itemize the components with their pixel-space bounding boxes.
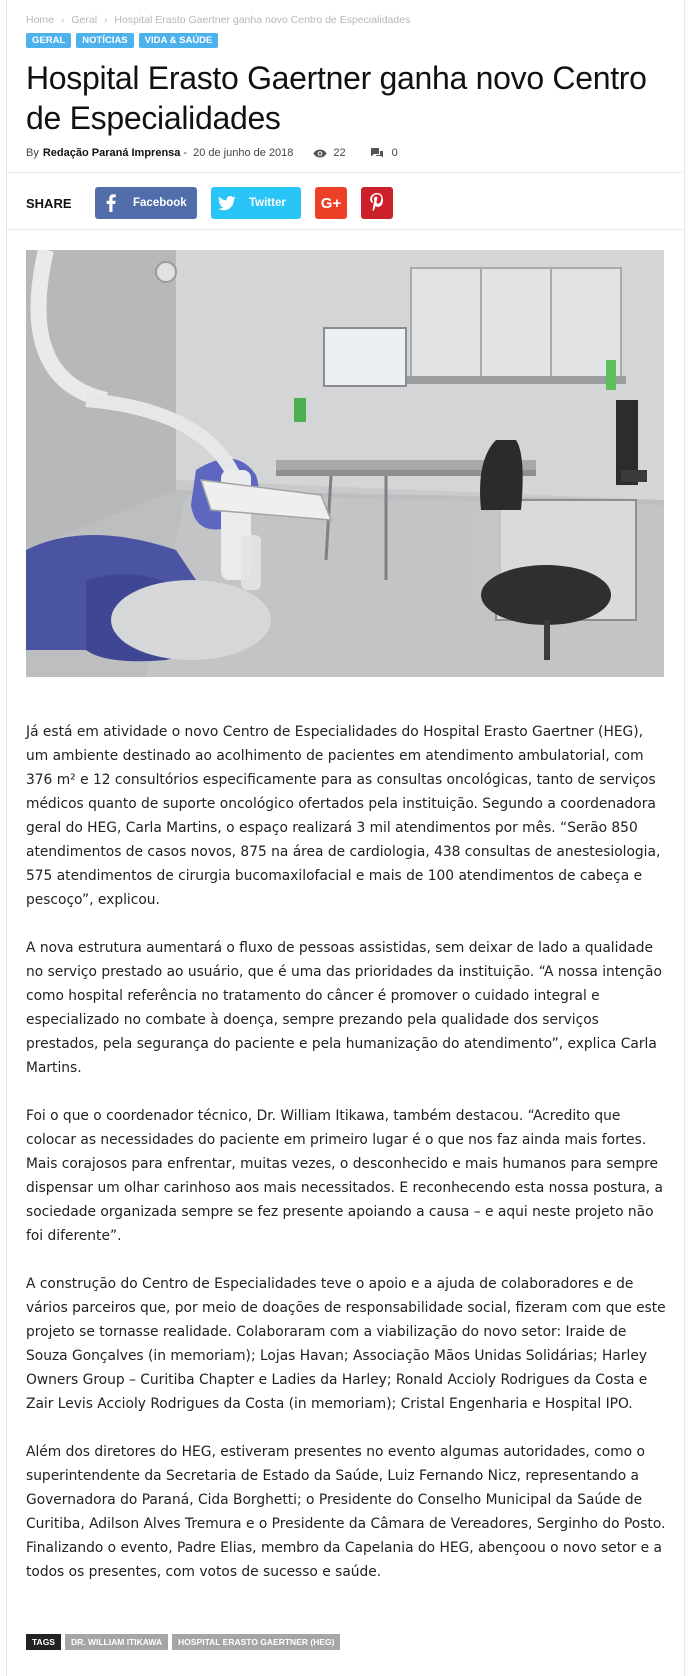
breadcrumb-current: Hospital Erasto Gaertner ganha novo Centro de Especialidades (114, 14, 411, 26)
author-link[interactable]: Redação Paraná Imprensa (42, 147, 181, 159)
category-geral[interactable]: GERAL (26, 33, 71, 48)
article-paragraph: A construção do Centro de Especialidades teve o apoio e a ajuda de colaboradores e de vários parceiros que, por meio de doações de responsabilidade social, fizeram com que este projeto se tornasse realidade. Colaboraram com a viabilização do novo setor: Iraide de Souza Gonçalves (in memoriam); Lojas Havan; Associação Mãos Unidas Solidárias; Harley Owners Group – Curitiba Chapter e Ladies da Harley; Ronald Accioly Rodrigues da Costa e Zair Levis Accioly Rodrigues da Costa (in memoriam); Cristal Engenharia e Hospital IPO. (26, 1276, 666, 1412)
byline-prefix: By (26, 147, 39, 159)
post-meta (26, 145, 398, 161)
share-bar (26, 187, 407, 219)
post-date: 20 de junho de 2018 (193, 147, 294, 159)
tags-label: TAGS (26, 1634, 61, 1650)
category-noticias[interactable]: NOTÍCIAS (76, 33, 133, 48)
share-pinterest-button[interactable] (361, 187, 393, 219)
eye-icon (313, 149, 327, 158)
article-paragraph: Além dos diretores do HEG, estiveram presentes no evento algumas autoridades, como o superintendente da Secretaria de Estado da Saúde, Luiz Fernando Nicz, representando a Governadora do Paraná, Cida Borghetti; o Presidente do Conselho Municipal da Saúde de Curitiba, Adilson Alves Tremura e o Presidente da Câmara de Vereadores, Serginho do Posto. Finalizando o evento, Padre Elias, membro da Capelania do HEG, abençoou o novo setor e a todos os presentes, com votos de sucesso e saúde. (26, 1444, 666, 1580)
divider (6, 172, 685, 173)
facebook-icon (95, 194, 127, 212)
breadcrumb-geral[interactable]: Geral (71, 14, 98, 26)
comments-count[interactable] (371, 147, 398, 159)
chevron-right-icon: › (104, 14, 108, 26)
category-badges (26, 33, 218, 48)
facebook-label: Facebook (133, 197, 187, 209)
divider (6, 229, 685, 230)
meta-separator: - (183, 147, 188, 159)
share-facebook-button[interactable] (95, 187, 197, 219)
tag-hospital-erasto-gaertner[interactable]: HOSPITAL ERASTO GAERTNER (HEG) (172, 1634, 340, 1650)
category-vida-saude[interactable]: VIDA & SAÚDE (139, 33, 219, 48)
breadcrumb (26, 13, 410, 27)
share-google-plus-button[interactable] (315, 187, 347, 219)
comment-icon (371, 148, 383, 158)
page-title: Hospital Erasto Gaertner ganha novo Centro de Especialidades (26, 60, 647, 136)
tag-dr-william-itikawa[interactable]: DR. WILLIAM ITIKAWA (65, 1634, 168, 1650)
tags-list (26, 1634, 340, 1650)
content-border-right (684, 0, 685, 1676)
twitter-label: Twitter (249, 197, 286, 209)
share-twitter-button[interactable] (211, 187, 301, 219)
views-count (313, 147, 345, 159)
article-body (26, 720, 668, 1608)
views-value: 22 (333, 147, 346, 159)
article-paragraph: A nova estrutura aumentará o fluxo de pessoas assistidas, sem deixar de lado a qualidade no serviço prestado ao usuário, que é uma das prioridades da instituição. “A nossa intenção como hospital referência no tratamento do câncer é promover o cuidado integral e especializado no combate à doença, sempre prezando pela qualidade dos serviços prestados, pela segurança do paciente e pela humanização do atendimento”, explica Carla Martins. (26, 940, 662, 1076)
twitter-icon (211, 196, 243, 211)
comments-value: 0 (391, 147, 398, 159)
google-plus-icon: G+ (320, 194, 342, 212)
featured-image[interactable] (26, 250, 664, 677)
content-border-left (6, 0, 7, 1676)
chevron-right-icon: › (61, 14, 65, 26)
article-paragraph: Já está em atividade o novo Centro de Especialidades do Hospital Erasto Gaertner (HEG), um ambiente destinado ao acolhimento de pacientes em atendimento ambulatorial, com 376 m² e 12 consultórios especificamente para as consultas oncológicas, tanto de serviços médicos quanto de suporte oncológico ofertados pela instituição. Segundo a coordenadora geral do HEG, Carla Martins, o espaço realizará 3 mil atendimentos por mês. “Serão 850 atendimentos de casos novos, 875 na área de cardiologia, 438 consultas de anestesiologia, 575 atendimentos de cirurgia bucomaxilofacial e mais de 100 atendimentos de cabeça e pescoço”, explicou. (26, 724, 661, 908)
pinterest-icon (370, 193, 384, 214)
share-label: SHARE (26, 195, 72, 211)
article-paragraph: Foi o que o coordenador técnico, Dr. William Itikawa, também destacou. “Acredito que colocar as necessidades do paciente em primeiro lugar é o que nos faz ainda mais fortes. Mais corajosos para enfrentar, muitas vezes, o desconhecido e mais humanos para sempre dispensar um olhar carinhoso aos mais necessitados. E reconhecendo esta nossa postura, a sociedade organizada sempre se fez presente apoiando a causa – e aqui neste projeto não foi diferente”. (26, 1108, 663, 1244)
dental-office-photo (26, 250, 664, 677)
breadcrumb-home[interactable]: Home (26, 14, 55, 26)
